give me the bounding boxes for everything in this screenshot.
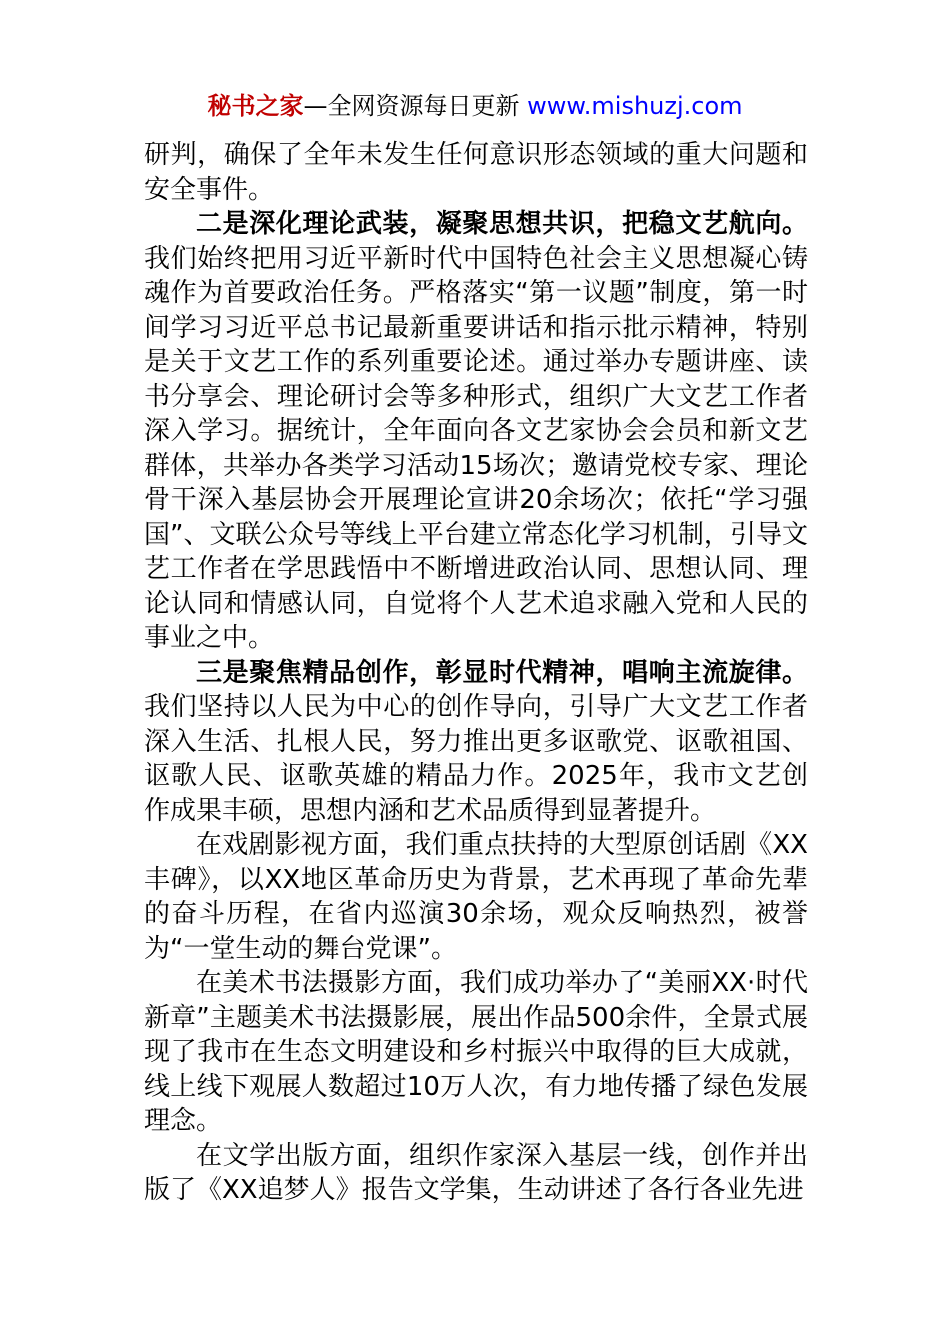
- paragraph-text: 我们坚持以人民为中心的创作导向，引导广大文艺工作者深入生活、扎根人民，努力推出更多讴歌党、讴歌祖国、讴歌人民、讴歌英雄的精品力作。2025年，我市文艺创作成果丰硕，思想内涵和艺术品质得到显著提升。: [144, 692, 808, 826]
- paragraph: [144, 138, 808, 207]
- paragraph: [144, 828, 808, 966]
- header-tagline: —全网资源每日更新: [303, 92, 528, 120]
- paragraph: [144, 1139, 808, 1208]
- site-link[interactable]: www.mishuzj.com: [527, 92, 743, 120]
- paragraph-text: 在美术书法摄影方面，我们成功举办了“美丽XX·时代新章”主题美术书法摄影展，展出作品500余件，全景式展现了我市在生态文明建设和乡村振兴中取得的巨大成就，线上线下观展人数超过10万人次，有力地传播了绿色发展理念。: [144, 968, 808, 1136]
- paragraph: [144, 966, 808, 1139]
- section-heading: 二是深化理论武装，凝聚思想共识，把稳文艺航向。: [196, 209, 808, 239]
- section-heading: 三是聚焦精品创作，彰显时代精神，唱响主流旋律。: [196, 657, 808, 688]
- paragraph: [144, 656, 808, 829]
- paragraph-text: 研判，确保了全年未发生任何意识形态领域的重大问题和安全事件。: [144, 140, 808, 205]
- paragraph-text: 在文学出版方面，组织作家深入基层一线，创作并出版了《XX追梦人》报告文学集，生动讲述了各行各业先进: [144, 1140, 808, 1205]
- paragraph-text: 在戏剧影视方面，我们重点扶持的大型原创话剧《XX丰碑》，以XX地区革命历史为背景，艺术再现了革命先辈的奋斗历程，在省内巡演30余场，观众反响热烈，被誉为“一堂生动的舞台党课”。: [144, 830, 808, 964]
- paragraph: [144, 207, 808, 656]
- paragraph-text: 我们始终把用习近平新时代中国特色社会主义思想凝心铸魂作为首要政治任务。严格落实“第一议题”制度，第一时间学习习近平总书记最新重要讲话和指示批示精神，特别是关于文艺工作的系列重要论述。通过举办专题讲座、读书分享会、理论研讨会等多种形式，组织广大文艺工作者深入学习。据统计，全年面向各文艺家协会会员和新文艺群体，共举办各类学习活动15场次；邀请党校专家、理论骨干深入基层协会开展理论宣讲20余场次；依托“学习强国”、文联公众号等线上平台建立常态化学习机制，引导文艺工作者在学思践悟中不断增进政治认同、思想认同、理论认同和情感认同，自觉将个人艺术追求融入党和人民的事业之中。: [144, 243, 808, 653]
- brand-name: 秘书之家: [207, 92, 304, 120]
- document-body: [144, 138, 808, 1208]
- page-header: [0, 90, 950, 122]
